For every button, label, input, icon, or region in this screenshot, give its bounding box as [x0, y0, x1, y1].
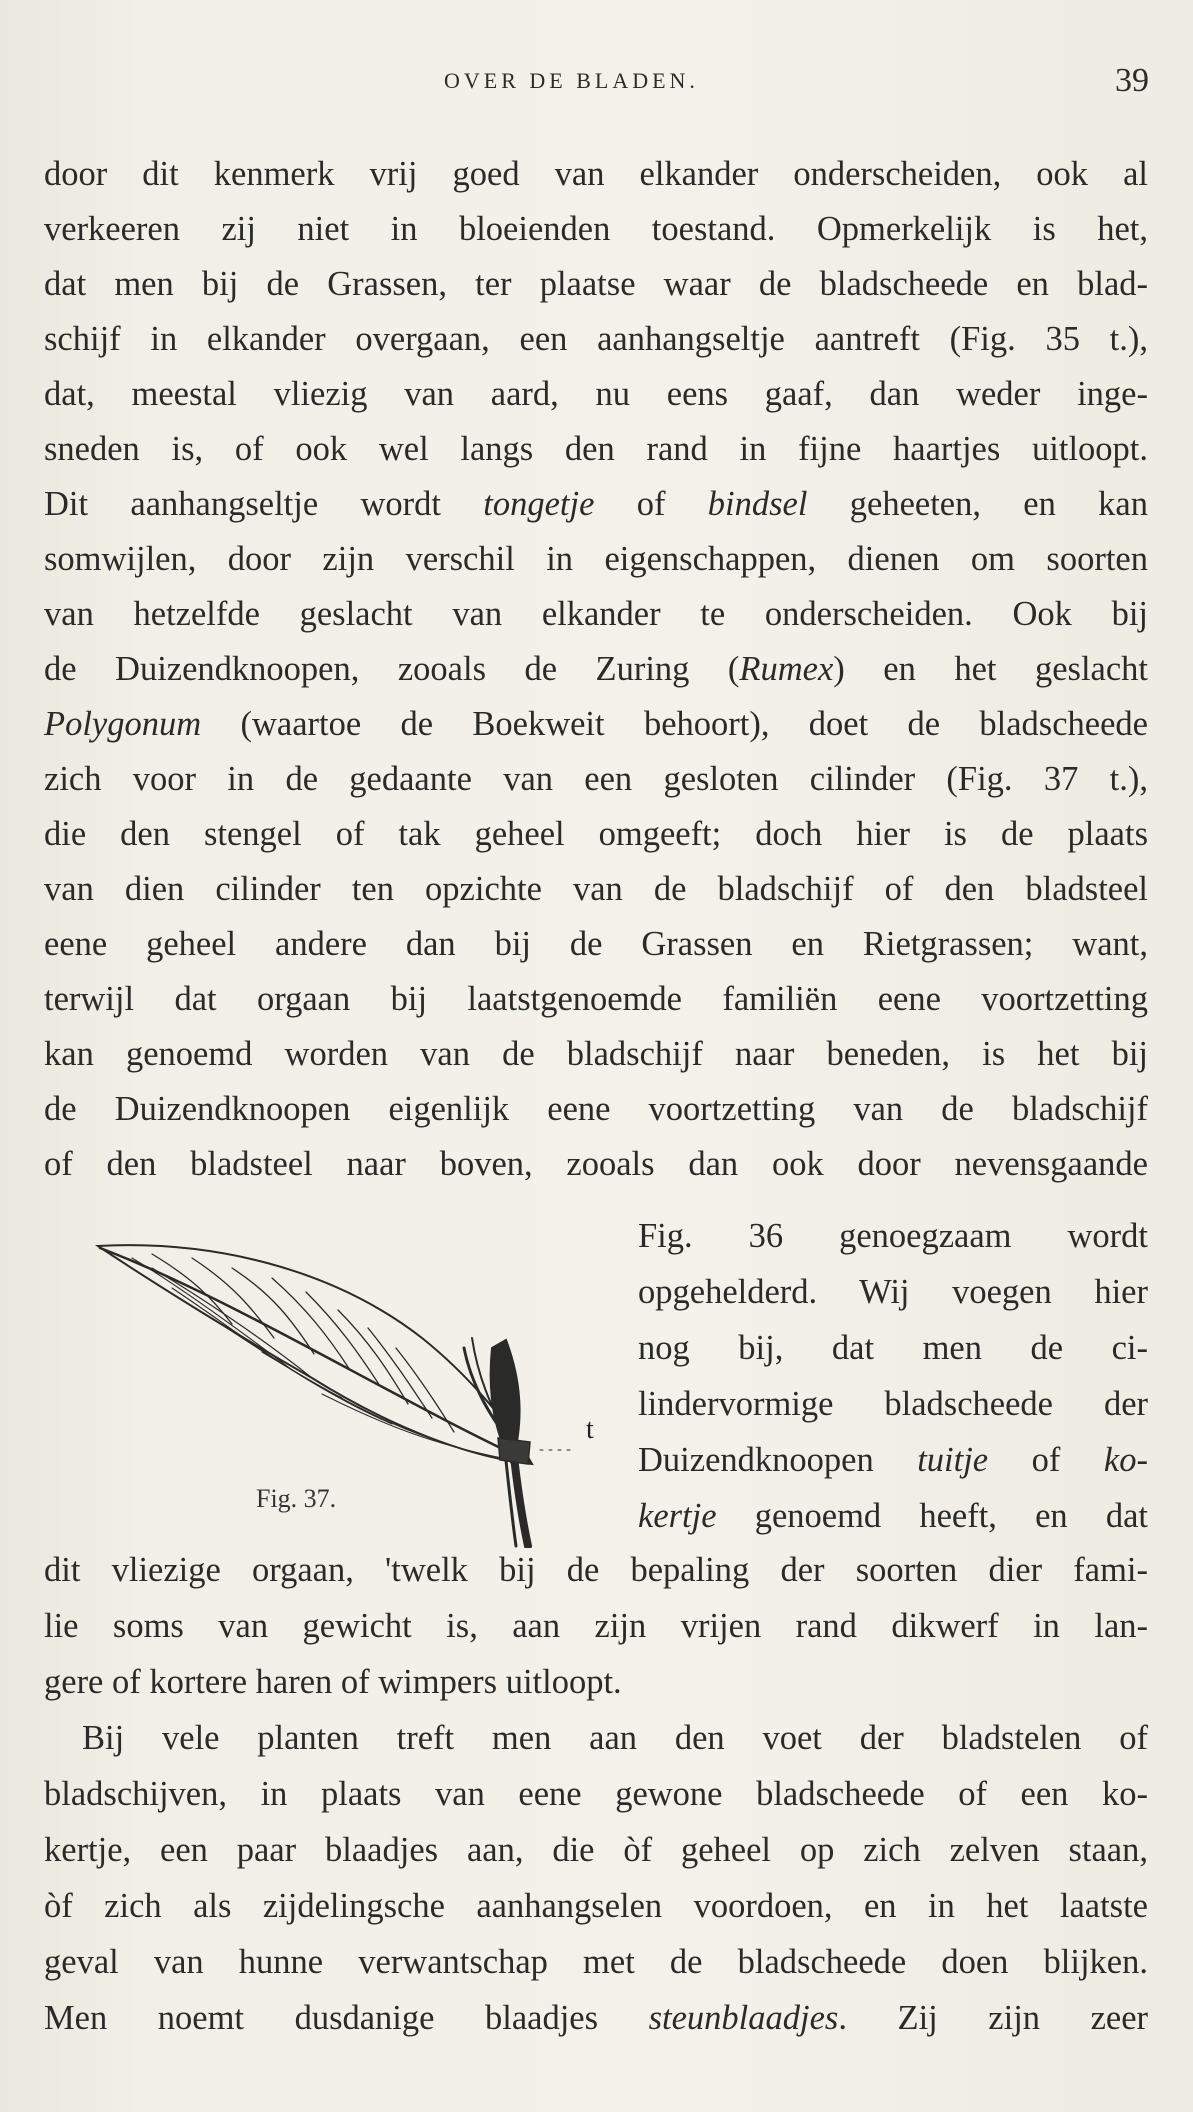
- figure-marker: t: [586, 1414, 594, 1445]
- text-run: ) en het geslacht: [833, 650, 1149, 688]
- text-line: lindervormige bladscheede der: [638, 1385, 1148, 1423]
- text-line: geval van hunne verwantschap met de bladscheede doen blijken.: [44, 1943, 1148, 1981]
- text-line: zich voor in de gedaante van een gesloten cilinder (Fig. 37 t.),: [44, 760, 1148, 798]
- italic-term: bindsel: [707, 485, 808, 523]
- text-line: sneden is, of ook wel langs den rand in fijne haartjes uitloopt.: [44, 430, 1148, 468]
- figure-caption: Fig. 37.: [256, 1484, 337, 1513]
- text-line: of den bladsteel naar boven, zooals dan ook door nevensgaande: [44, 1145, 1148, 1183]
- text-line: verkeeren zij niet in bloeienden toestand. Opmerkelijk is het,: [44, 210, 1148, 248]
- text-line: kan genoemd worden van de bladschijf naar beneden, is het bij: [44, 1035, 1148, 1073]
- text-line: [44, 696, 1148, 752]
- text-run: . Zij zijn zeer: [838, 1999, 1148, 2037]
- text-line: lie soms van gewicht is, aan zijn vrijen rand dikwerf in lan-: [44, 1607, 1148, 1645]
- text-run: geheeten, en kan: [807, 485, 1148, 523]
- italic-term: kertje: [638, 1497, 717, 1535]
- text-line: Fig. 36 genoegzaam wordt: [638, 1217, 1148, 1255]
- italic-term: Polygonum: [44, 705, 202, 743]
- text-line: schijf in elkander overgaan, een aanhangseltje aantreft (Fig. 35 t.),: [44, 320, 1148, 358]
- text-line: eene geheel andere dan bij de Grassen en Rietgrassen; want,: [44, 925, 1148, 963]
- text-line: dat, meestal vliezig van aard, nu eens gaaf, dan weder inge-: [44, 375, 1148, 413]
- text-line: òf zich als zijdelingsche aanhangselen voordoen, en in het laatste: [44, 1887, 1148, 1925]
- italic-term: steunblaadjes: [648, 1999, 839, 2037]
- text-line: nog bij, dat men de ci-: [638, 1329, 1148, 1367]
- text-line: Bij vele planten treft men aan den voet der bladstelen of: [82, 1719, 1148, 1757]
- text-run: of: [988, 1441, 1104, 1479]
- text-line: bladschijven, in plaats van eene gewone bladscheede of een ko-: [44, 1775, 1148, 1813]
- text-line: [44, 476, 1148, 532]
- figure-37: [92, 1228, 612, 1548]
- text-line: de Duizendknoopen eigenlijk eene voortzetting van de bladschijf: [44, 1090, 1148, 1128]
- text-line: die den stengel of tak geheel omgeeft; doch hier is de plaats: [44, 815, 1148, 853]
- text-run: (waartoe de Boekweit behoort), doet de bladscheede: [201, 705, 1148, 743]
- text-run: de Duizendknoopen, zooals de Zuring (: [44, 650, 740, 688]
- running-head: [0, 62, 1193, 108]
- text-line: van dien cilinder ten opzichte van de bladschijf of den bladsteel: [44, 870, 1148, 908]
- italic-term: Rumex: [739, 650, 834, 688]
- text-line: van hetzelfde geslacht van elkander te onderscheiden. Ook bij: [44, 595, 1148, 633]
- text-line: somwijlen, door zijn verschil in eigenschappen, dienen om soorten: [44, 540, 1148, 578]
- italic-term: tuitje: [917, 1441, 989, 1479]
- italic-term: ko-: [1103, 1441, 1148, 1479]
- text-line: opgehelderd. Wij voegen hier: [638, 1273, 1148, 1311]
- text-line: [638, 1488, 1148, 1544]
- text-line: dit vliezige orgaan, 'twelk bij de bepaling der soorten dier fami-: [44, 1551, 1148, 1589]
- text-line: door dit kenmerk vrij goed van elkander onderscheiden, ook al: [44, 155, 1148, 193]
- text-line: terwijl dat orgaan bij laatstgenoemde familiën eene voortzetting: [44, 980, 1148, 1018]
- text-line: kertje, een paar blaadjes aan, die òf geheel op zich zelven staan,: [44, 1831, 1148, 1869]
- text-run: Duizendknoopen: [638, 1441, 918, 1479]
- text-run: genoemd heeft, en dat: [716, 1497, 1148, 1535]
- text-line: dat men bij de Grassen, ter plaatse waar de bladscheede en blad-: [44, 265, 1148, 303]
- text-line: [44, 1990, 1148, 2046]
- text-run: Men noemt dusdanige blaadjes: [44, 1999, 649, 2037]
- page-number: 39: [1115, 62, 1149, 99]
- text-run: of: [594, 485, 708, 523]
- text-line: [44, 641, 1148, 697]
- text-line: [638, 1432, 1148, 1488]
- italic-term: tongetje: [483, 485, 595, 523]
- leaf-with-ochrea-illustration: [92, 1228, 612, 1548]
- text-run: Dit aanhangseltje wordt: [44, 485, 484, 523]
- text-line: gere of kortere haren of wimpers uitloopt.: [44, 1663, 622, 1701]
- running-title: OVER DE BLADEN.: [444, 68, 699, 93]
